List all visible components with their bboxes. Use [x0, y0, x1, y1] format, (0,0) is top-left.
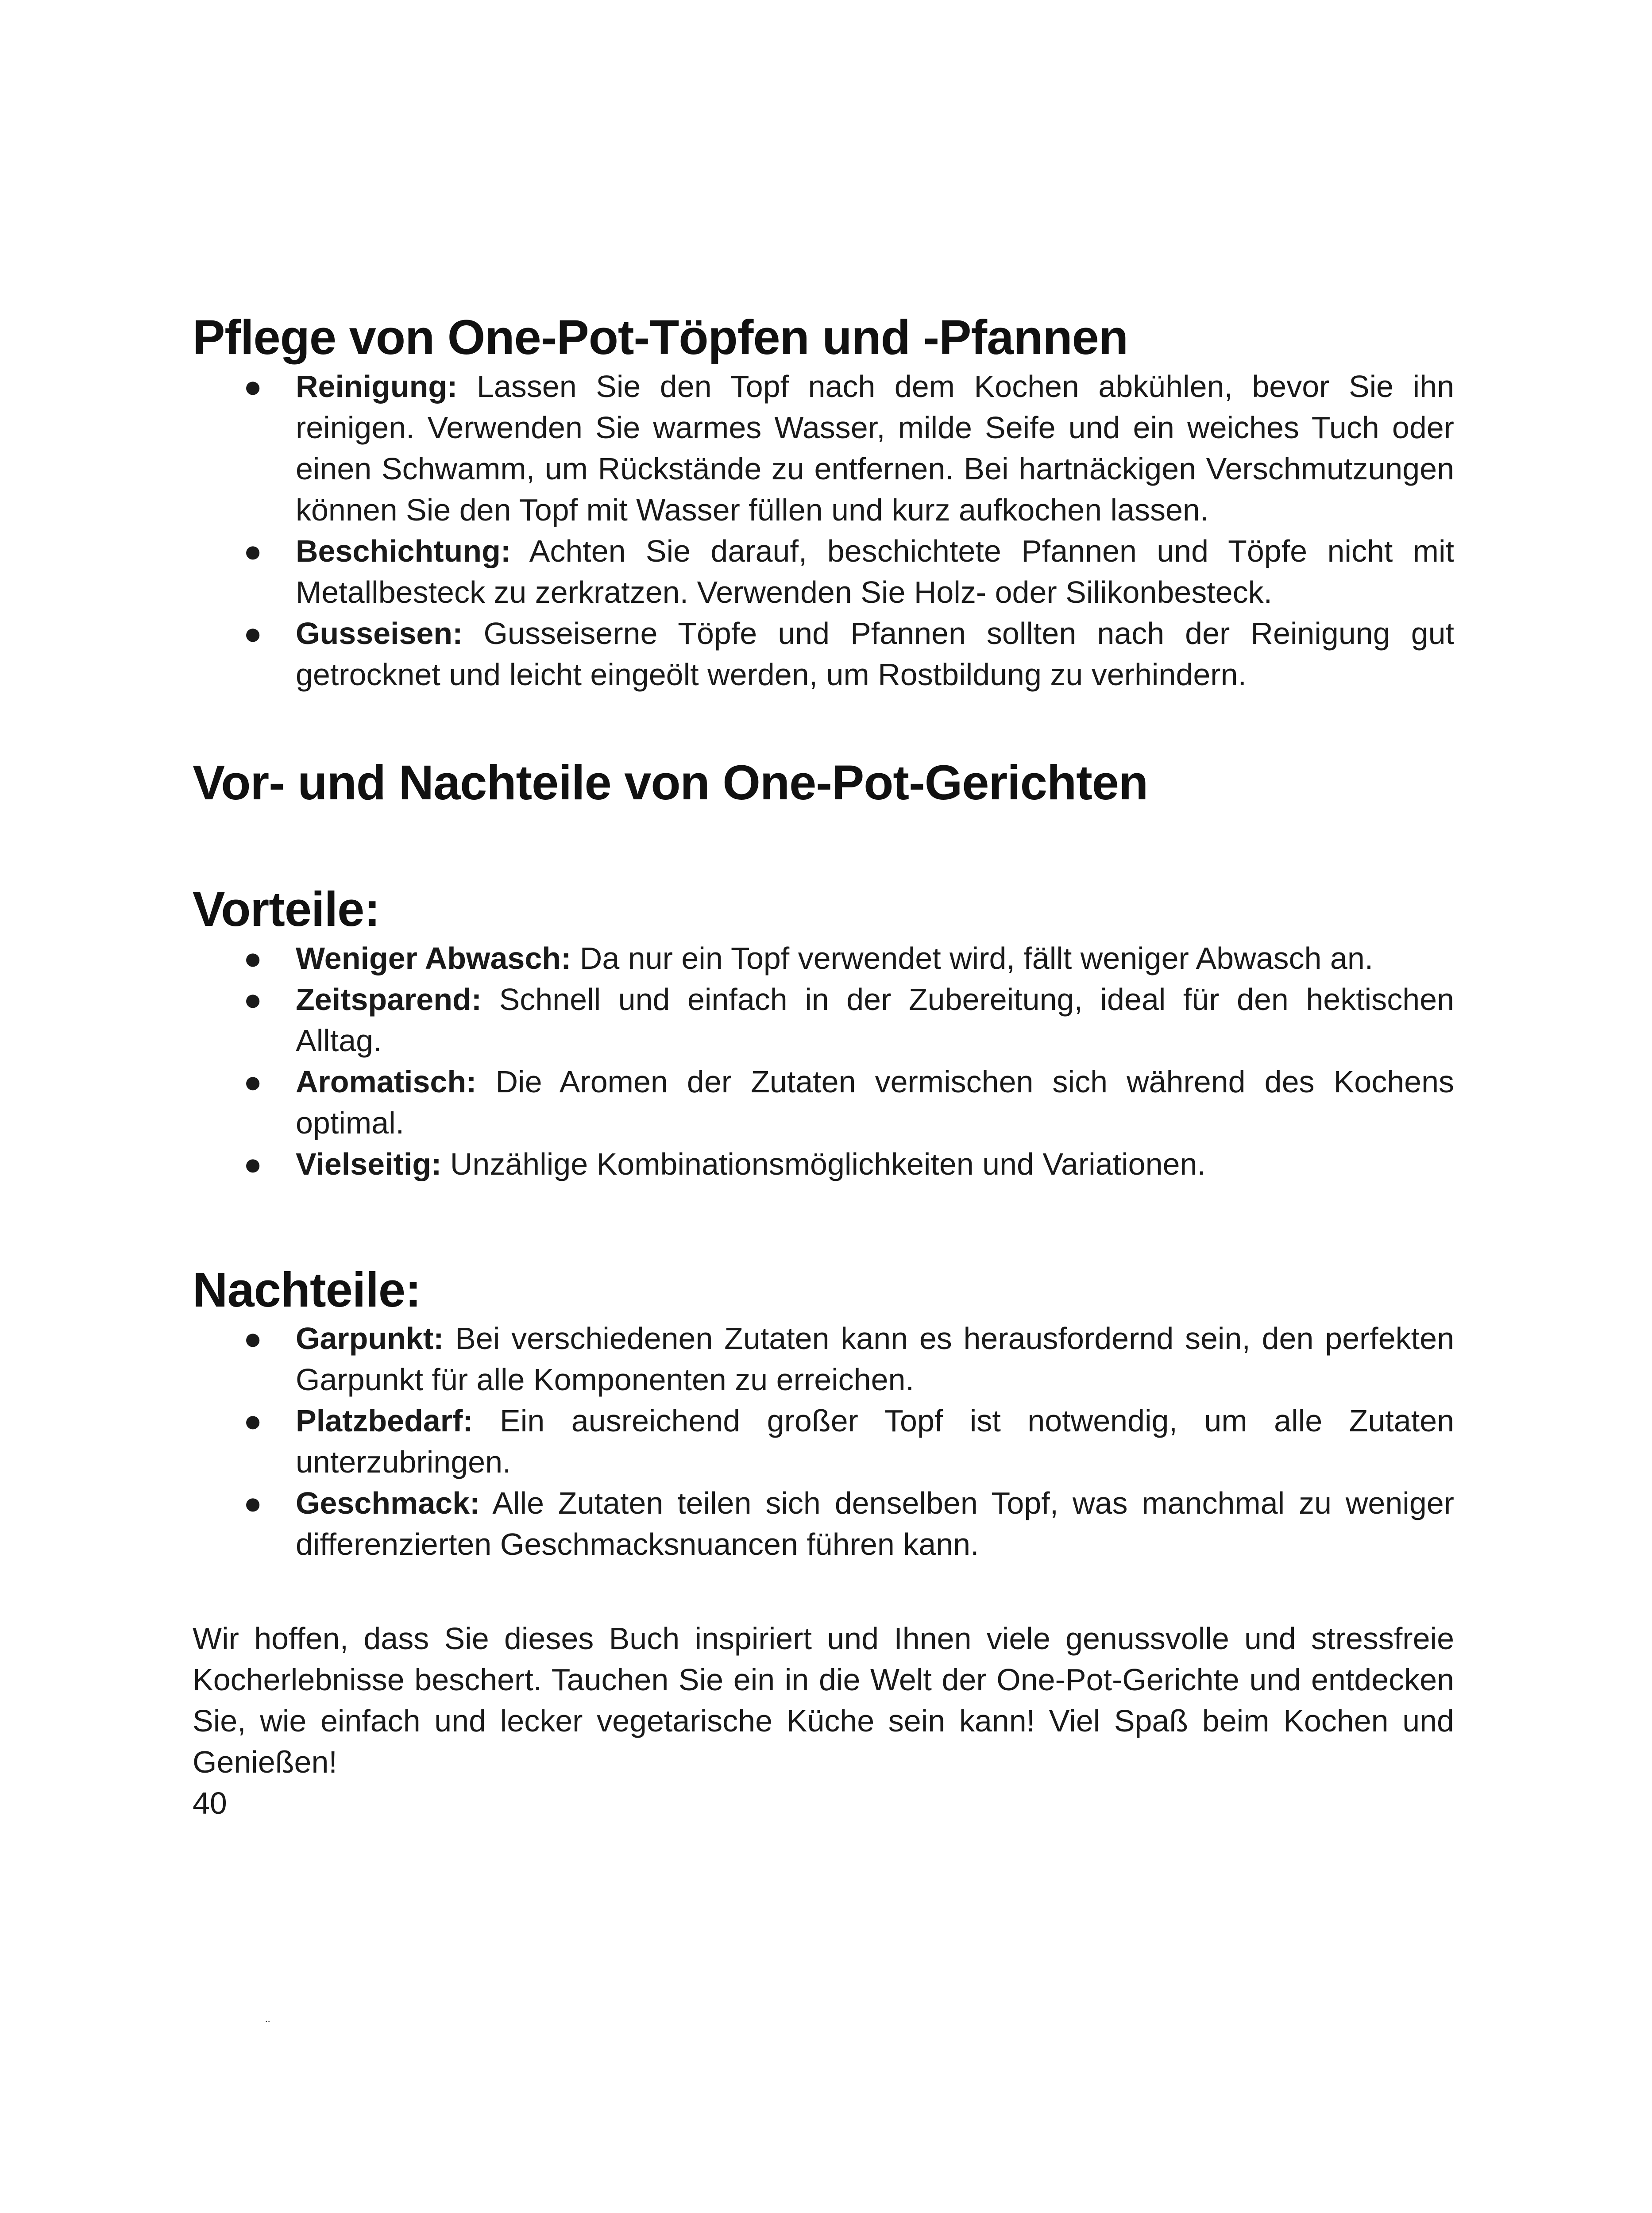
item-text: Lassen Sie den Topf nach dem Kochen abkühlen, bevor Sie ihn reinigen. Verwenden Sie warmes Wasser, milde Seife und ein weiches Tuch oder einen Schwamm, um Rückstände zu entfernen. Bei hartnäckigen Verschmutzungen können Sie den Topf mit Wasser füllen und kurz aufkochen lassen.: [296, 369, 1454, 527]
list-item: [193, 613, 1454, 695]
item-text: Die Aromen der Zutaten vermischen sich während des Kochens optimal.: [296, 1064, 1454, 1140]
list-item: [193, 1061, 1454, 1144]
item-term: Aromatisch:: [296, 1064, 477, 1099]
list-item: [193, 1318, 1454, 1400]
list-item: [193, 1483, 1454, 1565]
care-section-title: Pflege von One-Pot-Töpfen und -Pfannen: [193, 310, 1128, 365]
item-text: Schnell und einfach in der Zubereitung, ideal für den hektischen Alltag.: [296, 982, 1454, 1058]
bullet-icon: ●: [243, 941, 262, 975]
list-item: [193, 366, 1454, 531]
item-term: Vielseitig:: [296, 1146, 442, 1181]
item-text: Ein ausreichend großer Topf ist notwendig, um alle Zutaten unterzubringen.: [296, 1403, 1454, 1479]
care-list: [193, 366, 1454, 695]
item-term: Garpunkt:: [296, 1321, 444, 1356]
list-item: [193, 1144, 1454, 1185]
bullet-icon: ●: [243, 1146, 262, 1181]
item-text: Bei verschiedenen Zutaten kann es herausfordernd sein, den perfekten Garpunkt für alle Komponenten zu erreichen.: [296, 1321, 1454, 1397]
footer-mark: ¨: [266, 2018, 270, 2033]
bullet-icon: ●: [243, 369, 262, 404]
bullet-icon: ●: [243, 1064, 262, 1099]
bullet-icon: ●: [243, 616, 262, 651]
bullet-icon: ●: [243, 1486, 262, 1520]
closing-paragraph: Wir hoffen, dass Sie dieses Buch inspiriert und Ihnen viele genussvolle und stressfreie Kocherlebnisse beschert. Tauchen Sie ein in die Welt der One-Pot-Gerichte und entdecken Sie, wie einfach und lecker vegetarische Küche sein kann! Viel Spaß beim Kochen und Genießen!: [193, 1621, 1454, 1779]
item-term: Beschichtung:: [296, 533, 511, 568]
cons-title: Nachteile:: [193, 1262, 421, 1317]
bullet-icon: ●: [243, 982, 262, 1017]
list-item: [193, 979, 1454, 1061]
item-term: Platzbedarf:: [296, 1403, 473, 1438]
item-text: Unzählige Kombinationsmöglichkeiten und Variationen.: [441, 1146, 1206, 1181]
pros-title: Vorteile:: [193, 882, 380, 937]
bullet-icon: ●: [243, 1321, 262, 1356]
list-item: [193, 938, 1454, 979]
bullet-icon: ●: [243, 1403, 262, 1438]
item-text: Gusseiserne Töpfe und Pfannen sollten nach der Reinigung gut getrocknet und leicht eingeölt werden, um Rostbildung zu verhindern.: [296, 616, 1454, 692]
item-text: Da nur ein Topf verwendet wird, fällt weniger Abwasch an.: [571, 941, 1374, 975]
item-term: Reinigung:: [296, 369, 458, 404]
cons-list: [193, 1318, 1454, 1565]
item-term: Geschmack:: [296, 1486, 480, 1520]
list-item: [193, 531, 1454, 613]
item-text: Alle Zutaten teilen sich denselben Topf, was manchmal zu weniger differenzierten Geschmacksnuancen führen kann.: [296, 1486, 1454, 1561]
bullet-icon: ●: [243, 533, 262, 568]
list-item: [193, 1400, 1454, 1483]
item-term: Zeitsparend:: [296, 982, 482, 1017]
document-page: [193, 310, 1454, 1824]
item-term: Gusseisen:: [296, 616, 463, 651]
proscons-section-title: Vor- und Nachteile von One-Pot-Gerichten: [193, 755, 1148, 810]
item-text: Achten Sie darauf, beschichtete Pfannen und Töpfe nicht mit Metallbesteck zu zerkratzen. Verwenden Sie Holz- oder Silikonbesteck.: [296, 533, 1454, 609]
pros-list: [193, 938, 1454, 1185]
page-number: 40: [193, 1786, 227, 1820]
item-term: Weniger Abwasch:: [296, 941, 571, 975]
